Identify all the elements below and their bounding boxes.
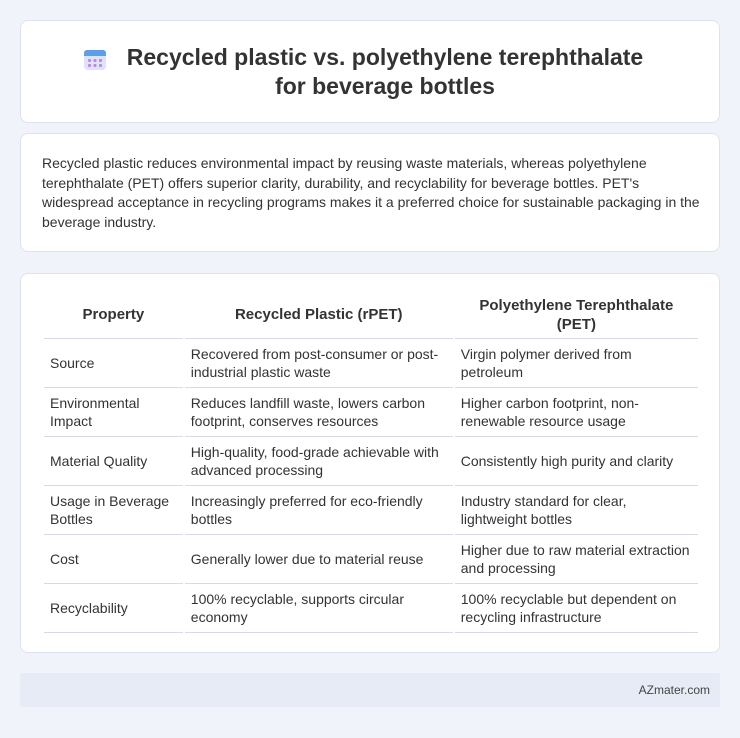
row-property: Material Quality bbox=[44, 437, 183, 486]
row-recycled-value: Recovered from post-consumer or post-industrial plastic waste bbox=[185, 339, 453, 388]
intro-paragraph: Recycled plastic reduces environmental impact by reusing waste materials, whereas polyethylene terephthalate (PET) offers superior clarity, durability, and recyclability for beverage bottles. PET's widespread acceptance in recycling programs makes it a preferred choice for sustainable packaging in the beverage industry. bbox=[42, 155, 700, 230]
comparison-table bbox=[42, 291, 700, 633]
row-property: Cost bbox=[44, 535, 183, 584]
row-property: Environmental Impact bbox=[44, 388, 183, 437]
row-pet-value: Higher carbon footprint, non-renewable resource usage bbox=[455, 388, 698, 437]
row-property: Usage in Beverage Bottles bbox=[44, 486, 183, 535]
row-pet-value: Consistently high purity and clarity bbox=[455, 437, 698, 486]
table-row bbox=[44, 437, 698, 486]
title-card bbox=[20, 20, 720, 123]
footer-bar bbox=[20, 673, 720, 707]
row-pet-value: Industry standard for clear, lightweight bottles bbox=[455, 486, 698, 535]
table-row bbox=[44, 486, 698, 535]
row-property: Recyclability bbox=[44, 584, 183, 633]
intro-card bbox=[20, 133, 720, 252]
row-pet-value: Higher due to raw material extraction and processing bbox=[455, 535, 698, 584]
table-header-row bbox=[44, 291, 698, 339]
table-row bbox=[44, 339, 698, 388]
comparison-card bbox=[20, 273, 720, 653]
footer-brand[interactable]: AZmater.com bbox=[638, 683, 710, 697]
row-pet-value: Virgin polymer derived from petroleum bbox=[455, 339, 698, 388]
header-pet: Polyethylene Terephthalate (PET) bbox=[455, 291, 698, 339]
row-recycled-value: High-quality, food-grade achievable with advanced processing bbox=[185, 437, 453, 486]
row-recycled-value: 100% recyclable, supports circular economy bbox=[185, 584, 453, 633]
row-property: Source bbox=[44, 339, 183, 388]
table-row bbox=[44, 535, 698, 584]
page-title: Recycled plastic vs. polyethylene terephthalate for beverage bottles bbox=[126, 43, 644, 99]
header-property: Property bbox=[44, 291, 183, 339]
table-row bbox=[44, 388, 698, 437]
header-recycled-plastic: Recycled Plastic (rPET) bbox=[185, 291, 453, 339]
row-recycled-value: Reduces landfill waste, lowers carbon footprint, conserves resources bbox=[185, 388, 453, 437]
table-row bbox=[44, 584, 698, 633]
row-recycled-value: Generally lower due to material reuse bbox=[185, 535, 453, 584]
row-recycled-value: Increasingly preferred for eco-friendly bottles bbox=[185, 486, 453, 535]
row-pet-value: 100% recyclable but dependent on recycling infrastructure bbox=[455, 584, 698, 633]
